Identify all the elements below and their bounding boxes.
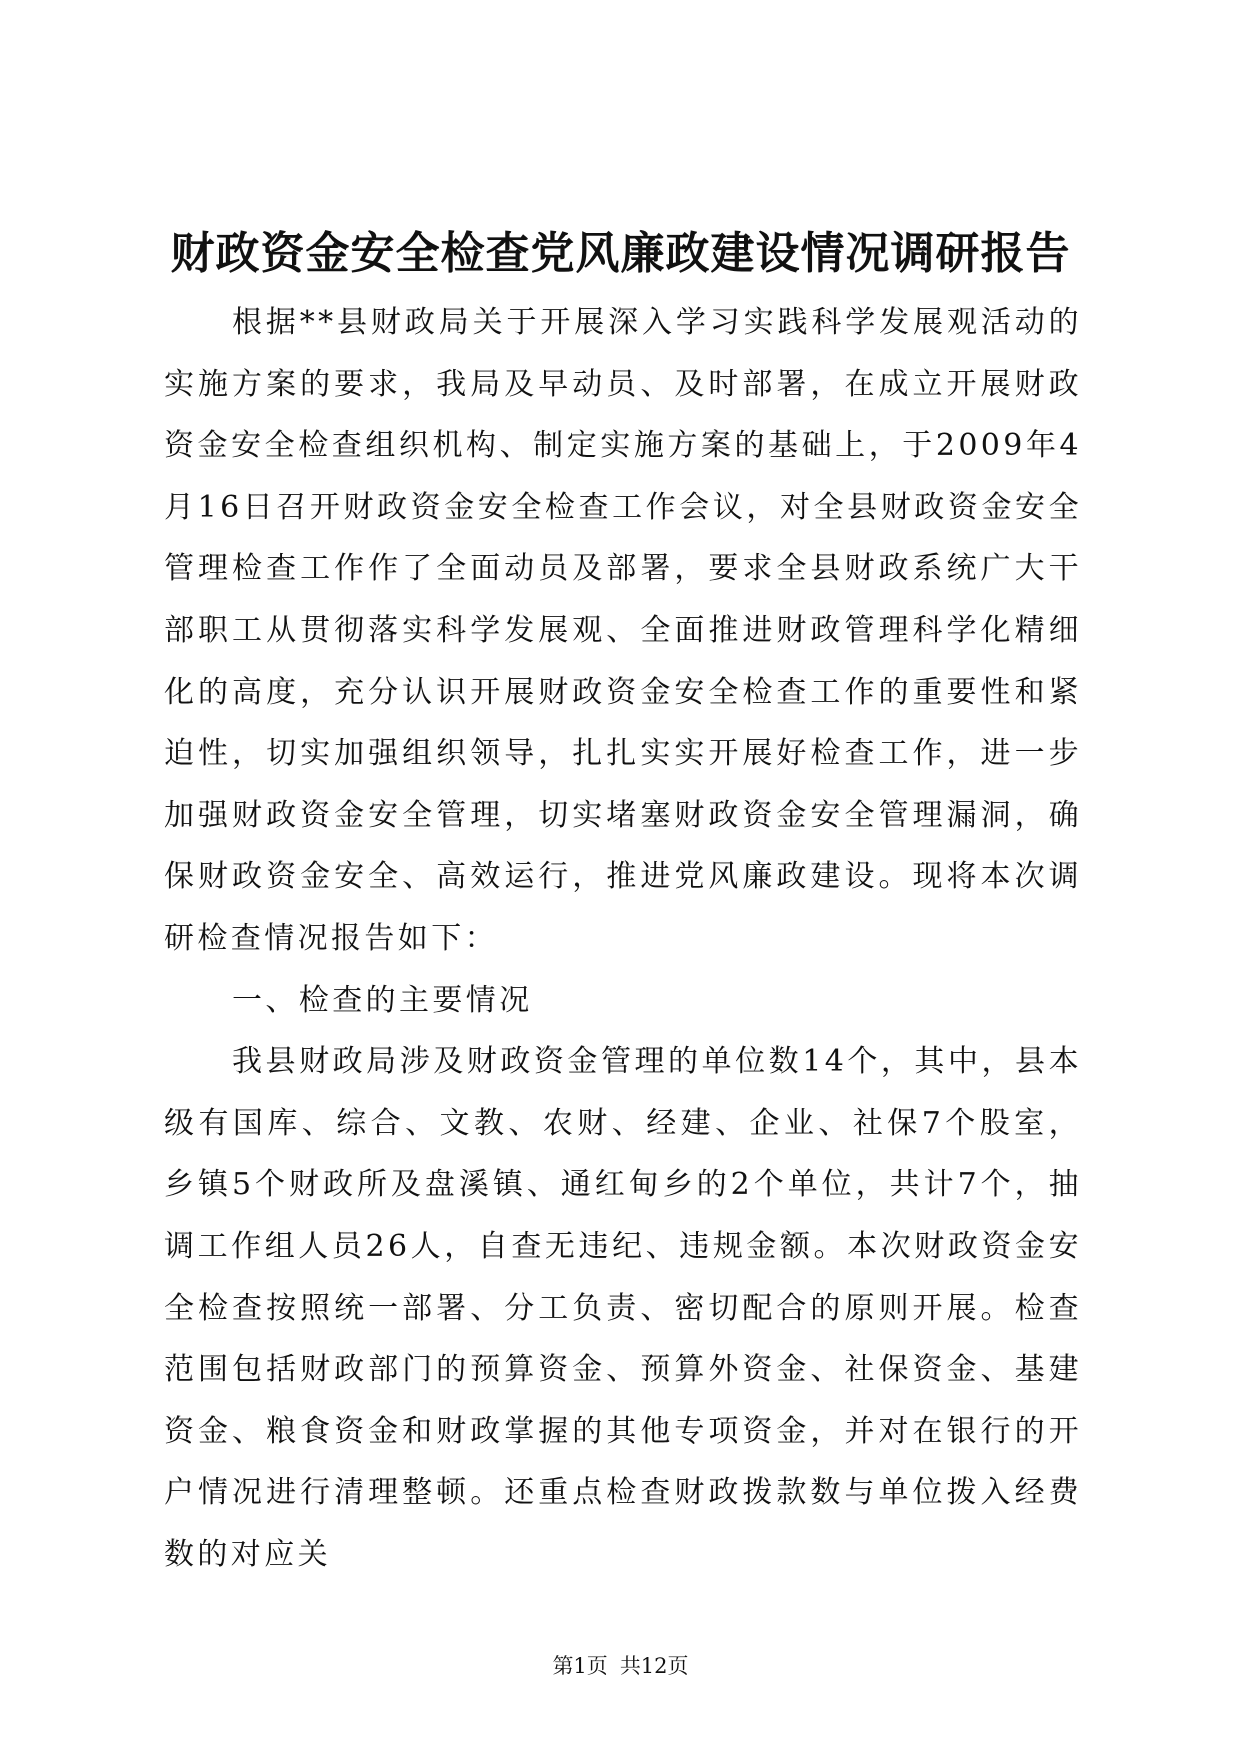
body-paragraph-inspection: 我县财政局涉及财政资金管理的单位数14个，其中，县本级有国库、综合、文教、农财、经建、企业、社保7个股室，乡镇5个财政所及盘溪镇、通红甸乡的2个单位，共计7个，抽调工作组人员26人，自查无违纪、违规金额。本次财政资金安全检查按照统一部署、分工负责、密切配合的原则开展。检查范围包括财政部门的预算资金、预算外资金、社保资金、基建资金、粮食资金和财政掌握的其他专项资金，并对在银行的开户情况进行清理整顿。还重点检查财政拨款数与单位拨入经费数的对应关 [164,1044,1082,1572]
body-paragraph-intro: 根据**县财政局关于开展深入学习实践科学发展观活动的实施方案的要求，我局及早动员、及时部署，在成立开展财政资金安全检查组织机构、制定实施方案的基础上，于2009年4月16日召开财政资金安全检查工作会议，对全县财政资金安全管理检查工作作了全面动员及部署，要求全县财政系统广大干部职工从贯彻落实科学发展观、全面推进财政管理科学化精细化的高度，充分认识开展财政资金安全检查工作的重要性和紧迫性，切实加强组织领导，扎扎实实开展好检查工作，进一步加强财政资金安全管理，切实堵塞财政资金安全管理漏洞，确保财政资金安全、高效运行，推进党风廉政建设。现将本次调研检查情况报告如下： [164,305,1082,956]
page-footer [0,1652,1241,1680]
document-body [164,292,1082,1585]
page-number: 第1页 [552,1654,608,1678]
page-total: 共12页 [619,1654,689,1678]
document-title: 财政资金安全检查党风廉政建设情况调研报告 [170,228,1071,279]
section-heading-1: 一、检查的主要情况 [232,982,533,1018]
